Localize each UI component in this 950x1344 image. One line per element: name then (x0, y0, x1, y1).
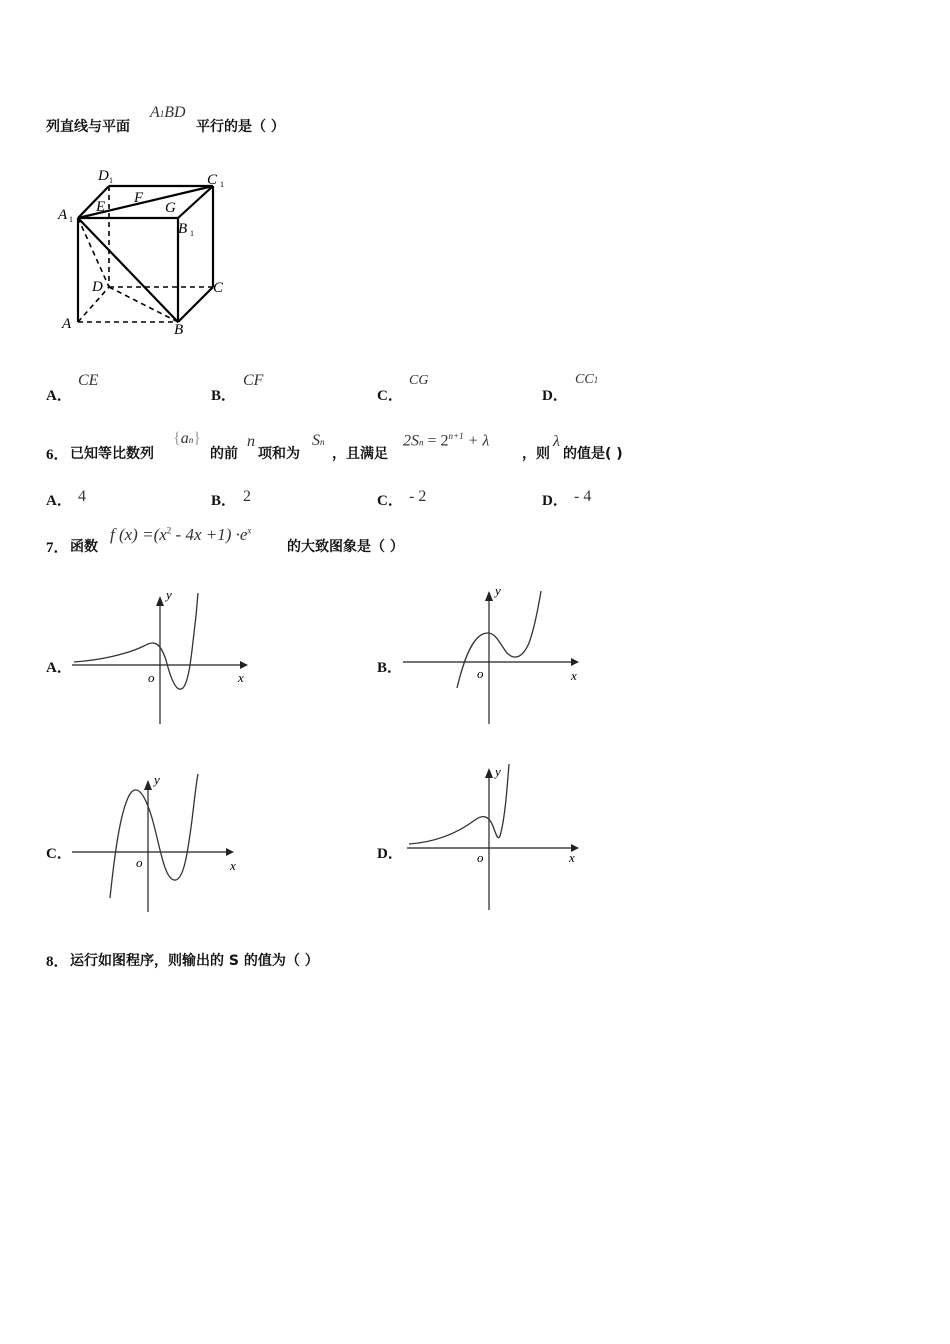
q7-formula-sup2: x (247, 525, 252, 536)
label-a1: A (58, 207, 68, 223)
q5-option-b[interactable] (211, 370, 351, 404)
q6-option-a-letter: A． (46, 493, 72, 509)
cube-figure (56, 160, 236, 342)
q7-option-d-letter: D． (377, 846, 403, 862)
graph-a-curve (74, 593, 198, 689)
q6-option-c[interactable] (377, 488, 517, 510)
q6-text-5: ，则 (522, 446, 550, 462)
graph-b-x-label: x (571, 668, 577, 683)
q7-formula-a: f (x) =(x (110, 525, 167, 544)
q6-text-2: 的前 (210, 446, 238, 462)
q6-option-d-letter: D． (542, 493, 568, 509)
q5-plane (150, 104, 186, 122)
edge-d-b (109, 287, 178, 322)
label-c1: C (207, 172, 218, 188)
graph-c-x-label: x (230, 858, 236, 873)
label-b1: B (178, 221, 188, 237)
q7-option-c[interactable] (46, 770, 266, 915)
q5-option-d-letter: D． (542, 388, 568, 404)
graph-c-y-label: y (154, 772, 160, 787)
q5-option-c[interactable] (377, 370, 517, 404)
q5-option-d[interactable] (542, 370, 682, 404)
q5-plane-sub: 1 (159, 109, 165, 119)
q5-option-d-sub: 1 (593, 375, 599, 385)
q6-text-6: 的值是( ) (563, 446, 623, 462)
q6-text-1: 已知等比数列 (70, 446, 154, 462)
q6-stem (46, 428, 666, 462)
q6-eq-mid: = 2 (427, 432, 449, 450)
q6-option-a-value: 4 (78, 488, 86, 505)
q6-option-a[interactable] (46, 488, 186, 510)
graph-c-x-arrow (226, 848, 234, 856)
q5-option-d-value (575, 372, 598, 388)
q7-formula-sup: 2 (166, 525, 172, 536)
q5-option-c-value: CG (409, 373, 429, 388)
graph-b-y-arrow (485, 591, 493, 601)
q6-option-b-value: 2 (243, 488, 251, 505)
q6-n: n (247, 433, 255, 450)
label-c1-sub: 1 (220, 180, 224, 189)
graph-b-o-label: o (477, 666, 484, 681)
q6-option-c-value: - 2 (409, 488, 427, 505)
q7-option-a-letter: A． (46, 660, 72, 676)
q5-option-a-value: CE (78, 372, 99, 389)
label-e: E (96, 199, 106, 215)
graph-a-x-label: x (238, 670, 244, 685)
q6-equation (403, 431, 489, 450)
graph-d-y-label: y (495, 764, 501, 779)
q5-option-c-letter: C． (377, 388, 403, 404)
graph-a-y-label: y (166, 588, 172, 602)
q6-seq-a: {an} (173, 430, 201, 447)
graph-c (72, 770, 262, 915)
q6-option-d-value: - 4 (574, 488, 592, 505)
q6-seq-a-letter: a (180, 430, 189, 447)
q6-text-3: 项和为 (258, 446, 300, 462)
q7-text-2: 的大致图象是（ ） (287, 539, 404, 555)
q6-eq-sup: n+1 (448, 431, 464, 441)
label-d1-sub: 1 (109, 176, 113, 185)
q5-option-b-value: CF (243, 372, 264, 389)
q5-plane-rest: BD (164, 104, 186, 121)
graph-a (72, 588, 262, 728)
q5-stem (46, 104, 376, 134)
graph-b-y-label: y (495, 583, 501, 598)
q7-formula (110, 525, 251, 545)
q6-option-b-letter: B． (211, 493, 237, 509)
graph-a-y-arrow (156, 596, 164, 606)
q7-option-a[interactable] (46, 588, 266, 728)
graph-d-x-label: x (569, 850, 575, 865)
graph-b-x-arrow (571, 658, 579, 666)
edge-b-c (178, 287, 213, 322)
label-c: C (213, 280, 224, 296)
graph-a-o-label: o (148, 670, 155, 685)
q7-stem (46, 522, 466, 554)
graph-b (403, 583, 593, 728)
label-a1-sub: 1 (69, 215, 73, 224)
q7-option-b[interactable] (377, 583, 597, 728)
q6-text-4: ，且满足 (332, 446, 388, 462)
q7-number: 7． (46, 540, 69, 556)
q7-option-b-letter: B． (377, 660, 403, 676)
edge-a1-d (78, 218, 109, 287)
q6-option-b[interactable] (211, 488, 351, 510)
q7-text-1: 函数 (70, 539, 98, 555)
graph-d (403, 760, 593, 915)
q7-option-d[interactable] (377, 760, 597, 915)
q5-stem-suffix: 平行的是（ ） (196, 119, 285, 135)
q8-text: 运行如图程序，则输出的 S 的值为（ ） (70, 953, 319, 969)
label-g: G (165, 200, 176, 216)
graph-c-y-arrow (144, 780, 152, 790)
label-b1-sub: 1 (190, 229, 194, 238)
graph-a-x-arrow (240, 661, 248, 669)
graph-b-curve (457, 591, 541, 688)
label-f: F (134, 190, 144, 206)
q6-option-d[interactable] (542, 488, 682, 510)
q6-s-letter: S (312, 432, 320, 449)
q6-seq-a-sub: n (188, 435, 194, 445)
q7-formula-b: - 4x +1) ·e (171, 525, 248, 544)
q5-option-a[interactable] (46, 370, 186, 404)
q6-option-c-letter: C． (377, 493, 403, 509)
q5-plane-a: A (150, 104, 160, 121)
graph-c-o-label: o (136, 855, 143, 870)
label-a: A (62, 316, 72, 332)
q6-eq-sub: n (419, 437, 424, 448)
q6-eq-left: 2S (403, 432, 419, 450)
label-b: B (174, 322, 184, 338)
q6-s-sub: n (320, 437, 325, 447)
q7-option-c-letter: C． (46, 846, 72, 862)
q5-option-d-main: CC (575, 372, 594, 387)
graph-d-curve (409, 764, 509, 844)
edge-a1-b (78, 218, 178, 322)
q6-eq-right: + λ (467, 432, 490, 450)
q6-number: 6． (46, 447, 69, 463)
label-d1: D (98, 168, 109, 184)
graph-d-y-arrow (485, 768, 493, 778)
q8-number: 8． (46, 954, 69, 970)
graph-c-curve (110, 774, 198, 898)
q8-stem (46, 948, 466, 970)
q6-lambda: λ (553, 433, 560, 450)
q5-option-b-letter: B． (211, 388, 237, 404)
label-d: D (92, 279, 103, 295)
q5-stem-prefix: 列直线与平面 (46, 119, 130, 135)
graph-d-o-label: o (477, 850, 484, 865)
q5-option-a-letter: A． (46, 388, 72, 404)
q6-s (312, 432, 325, 450)
